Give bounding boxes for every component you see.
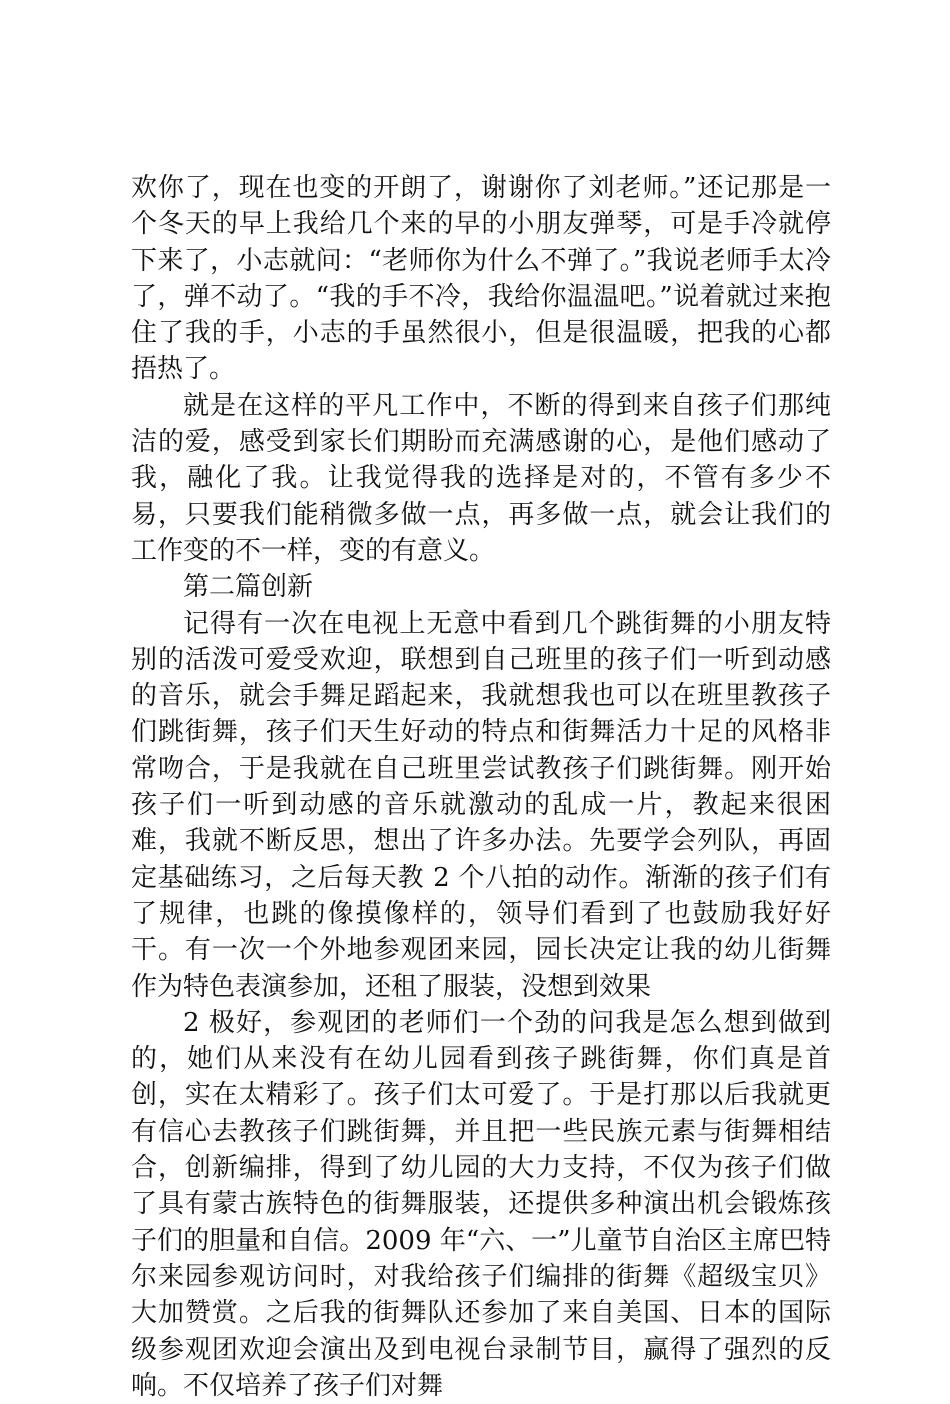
section-heading: 第二篇创新 <box>183 572 314 603</box>
paragraph-4: 2 极好，参观团的老师们一个劲的问我是怎么想到做到的，她们从来没有在幼儿园看到孩子跳街舞，你们真是首创，实在太精彩了。孩子们太可爱了。于是打那以后我就更有信心去教孩子们跳街舞，并且把一些民族元素与街舞相结合，创新编排，得到了幼儿园的大力支持，不仅为孩子们做了具有蒙古族特色的街舞服装，还提供多种演出机会锻炼孩子们的胆量和自信。2009 年“六、一”儿童节自治区主席巴特尔来园参观访问时，对我给孩子们编排的街舞《超级宝贝》大加赞赏。之后我的街舞队还参加了来自美国、日本的国际级参观团欢迎会演出及到电视台录制节目，赢得了强烈的反响。不仅培养了孩子们对舞 <box>131 1007 831 1401</box>
paragraph-1: 欢你了，现在也变的开朗了，谢谢你了刘老师。”还记那是一个冬天的早上我给几个来的早的小朋友弹琴，可是手冷就停下来了，小志就问：“老师你为什么不弹了。”我说老师手太冷了，弹不动了。“我的手不冷，我给你温温吧。”说着就过来抱住了我的手，小志的手虽然很小，但是很温暖，把我的心都捂热了。 <box>131 173 831 385</box>
paragraph-3: 记得有一次在电视上无意中看到几个跳街舞的小朋友特别的活泼可爱受欢迎，联想到自己班里的孩子们一听到动感的音乐，就会手舞足蹈起来，我就想我也可以在班里教孩子们跳街舞，孩子们天生好动的特点和街舞活力十足的风格非常吻合，于是我就在自己班里尝试教孩子们跳街舞。刚开始孩子们一听到动感的音乐就激动的乱成一片，教起来很困难，我就不断反思，想出了许多办法。先要学会列队，再固定基础练习，之后每天教 2 个八拍的动作。渐渐的孩子们有了规律，也跳的像摸像样的，领导们看到了也鼓励我好好干。有一次一个外地参观团来园，园长决定让我的幼儿街舞作为特色表演参加，还租了服装，没想到效果 <box>131 608 831 1002</box>
document-page <box>131 170 831 1404</box>
paragraph-2: 就是在这样的平凡工作中，不断的得到来自孩子们那纯洁的爱，感受到家长们期盼而充满感谢的心，是他们感动了我，融化了我。让我觉得我的选择是对的，不管有多少不易，只要我们能稍微多做一点，再多做一点，就会让我们的工作变的不一样，变的有意义。 <box>131 390 831 566</box>
